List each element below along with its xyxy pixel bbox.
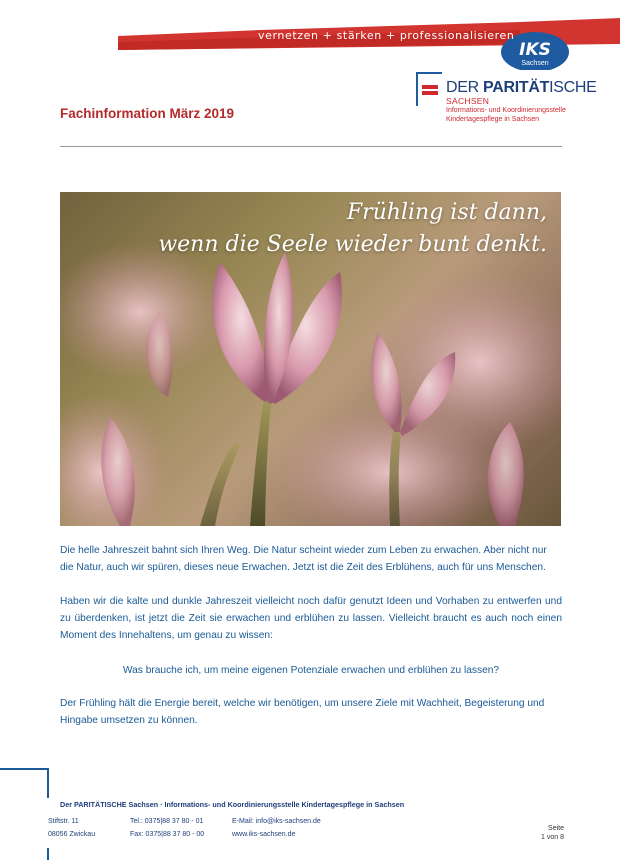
iks-badge-sub: Sachsen: [521, 60, 549, 67]
footer-city: 08056 Zwickau: [48, 831, 96, 838]
logo-name-suffix: ISCHE: [549, 79, 597, 96]
hero-image: [60, 192, 561, 526]
header-tagline: vernetzen + stärken + professionalisieren: [258, 29, 515, 42]
footer-accent-vertical: [47, 768, 49, 798]
body-paragraph-4: Der Frühling hält die Energie bereit, welche wir benötigen, um unsere Ziele mit Wachheit, Begeisterung und Hingabe umsetzen zu können.: [60, 698, 545, 726]
footer-accent-horizontal: [0, 768, 49, 770]
footer-street: Stiftstr. 11: [48, 818, 79, 825]
page-indicator: [520, 824, 564, 842]
footer-organization: Der PARITÄTISCHE Sachsen · Informations- und Koordinierungsstelle Kindertagespflege in Sachsen: [60, 800, 405, 809]
logo-name-prefix: DER: [446, 79, 484, 96]
logo-name: [446, 79, 596, 97]
paritaetische-logo: [416, 72, 606, 122]
body-paragraph-2: Haben wir die kalte und dunkle Jahreszeit vielleicht noch dafür genutzt Ideen und Vorhaben zu entwerfen und zu überdenken, ist jetzt die Zeit sie erwachen und erblühen zu lassen. Vielleicht braucht es auch noch einen Moment des Innehaltens, um genau zu wissen:: [60, 596, 562, 641]
footer-phone: Tel.: 0375|88 37 80 - 01: [130, 818, 204, 825]
logo-description: [446, 106, 616, 124]
page-number: 1 von 8: [541, 834, 564, 841]
header-divider: [60, 146, 562, 147]
logo-name-bold: PARITÄT: [483, 79, 550, 96]
page-label: Seite: [548, 825, 564, 832]
iks-badge: [503, 36, 567, 72]
footer-accent-bottom: [47, 848, 49, 860]
body-paragraph-1: Die helle Jahreszeit bahnt sich Ihren Weg. Die Natur scheint wieder zum Leben zu erwachen. Aber nicht nur die Natur, auch wir spüren, dieses neue Erwachen. Jetzt ist die Zeit des Erblühens, auch für uns Menschen.: [60, 545, 547, 573]
document-title: Fachinformation März 2019: [60, 106, 235, 121]
logo-desc-line1: Informations- und Koordinierungsstelle: [446, 107, 566, 114]
logo-region: SACHSEN: [446, 96, 490, 106]
iks-badge-main: IKS: [519, 40, 551, 60]
footer-email-link[interactable]: E-Mail: info@iks-sachsen.de: [232, 818, 321, 825]
hero-quote-line2: wenn die Seele wieder bunt denkt.: [158, 232, 547, 257]
paritaetische-logo-mark-icon: [416, 72, 442, 106]
footer-fax: Fax: 0375|88 37 80 - 00: [130, 831, 205, 838]
logo-desc-line2: Kindertagespflege in Sachsen: [446, 116, 540, 123]
body-question: Was brauche ich, um meine eigenen Potenziale erwachen und erblühen zu lassen?: [122, 665, 500, 676]
footer-website-link[interactable]: www.iks-sachsen.de: [232, 831, 296, 838]
hero-quote-line1: Frühling ist dann,: [346, 200, 547, 225]
